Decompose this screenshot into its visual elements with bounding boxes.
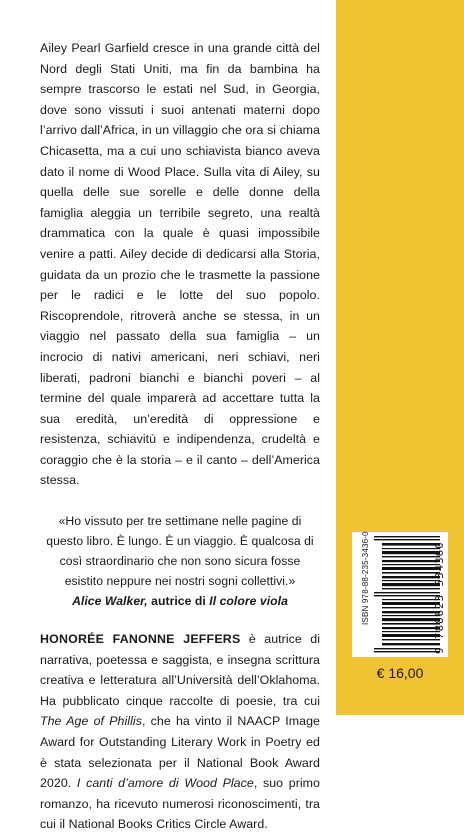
- author-bio: [40, 629, 320, 835]
- bio-text-1: è autrice di narrativa, poetessa e saggista, e insegna scrittura creativa e letteratura all’Università dell’Oklahoma. Ha pubblicato cinque raccolte di poesie, tra cui: [40, 632, 321, 708]
- isbn-label: ISBN 978-88-235-3436-0: [361, 531, 370, 625]
- ean-digits: 9 788823 534360: [434, 541, 446, 654]
- blurb-quote: «Ho vissuto per tre settimane nelle pagine di questo libro. È lungo. È un viaggio. È qualcosa di così straordinario che non sono sicura fosse esistito neppure nei nostri sogni collettivi.»: [46, 514, 314, 589]
- author-name: HONORÉE FANONNE JEFFERS: [40, 632, 241, 647]
- barcode-icon: [374, 536, 440, 653]
- blurb-role: autrice di: [151, 594, 206, 609]
- bio-text-2: , che ha vinto il NAACP Image Award for Outstanding Literary Work in Poetry ed è stata selezionata per il National Book Award 2020.: [40, 714, 320, 791]
- bio-book-title-2: I canti d’amore di Wood Place: [76, 776, 254, 791]
- price-label: € 16,00: [376, 665, 424, 681]
- synopsis: Ailey Pearl Garfield cresce in una grande città del Nord degli Stati Uniti, ma fin da bambina ha sempre trascorso le estati nel Sud, in Georgia, dove sono vissuti i suoi antenati materni dopo l’arrivo dall’Africa, in un villaggio che ora si chiama Chicasetta, ma a cui uno schiavista bianco aveva dato il nome di Wood Place. Sulla vita di Ailey, su quella delle sue sorelle e delle donne della famiglia aleggia un terribile segreto, una realtà drammatica con la quale è quasi impossibile venire a patti. Ailey decide di dedicarsi alla Storia, guidata da un prozio che le trasmette la passione per le radici e le lotte del suo popolo. Riscoprendole, ritroverà anche se stessa, in un viaggio nel passato della sua famiglia – un incrocio di nativi americani, neri schiavi, neri liberati, padroni bianchi e bianchi poveri – al termine del quale imparerà ad accettare tutta la sua eredità, un’eredità di oppressione e resistenza, schiavitù e indipendenza, crudeltà e coraggio che è la storia – e il canto – dell’America stessa.: [40, 41, 320, 488]
- bio-text-3: , suo primo romanzo, ha ricevuto numerosi riconoscimenti, tra cui il National Books Critics Circle Award.: [40, 776, 320, 832]
- text-column: [40, 38, 320, 835]
- blurb-book-title: Il colore viola: [209, 594, 288, 609]
- blurb-attribution: [40, 591, 320, 611]
- blurb: [40, 511, 320, 611]
- bio-book-title-1: The Age of Phillis: [40, 714, 142, 729]
- blurb-author: Alice Walker,: [72, 594, 148, 609]
